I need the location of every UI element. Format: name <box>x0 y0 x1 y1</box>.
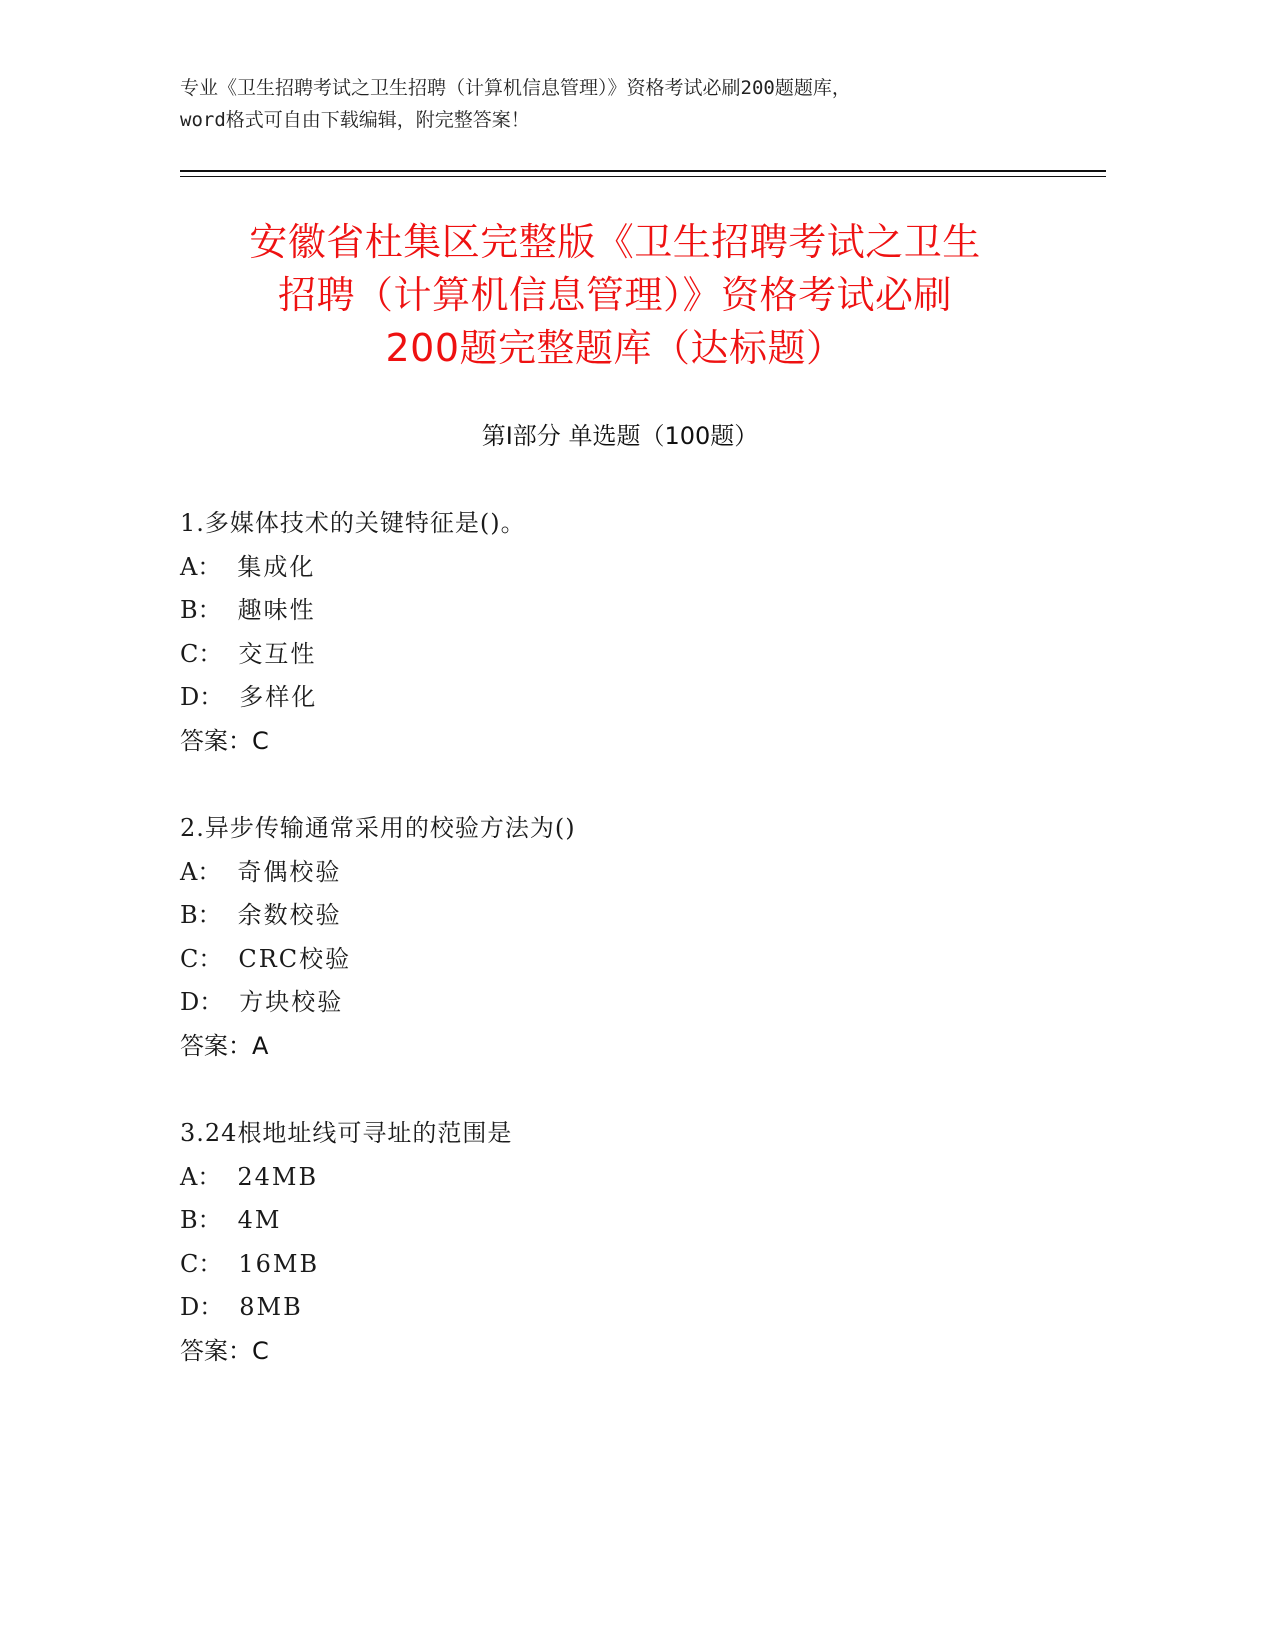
answer-line: 答案：C <box>180 1336 269 1365</box>
option-text: 余数校验 <box>237 901 342 929</box>
option-d <box>180 676 1080 720</box>
option-text: 趣味性 <box>237 596 316 624</box>
option-letter: B： <box>180 1206 222 1234</box>
option-d <box>180 1286 1080 1330</box>
question-stem: 3.24根地址线可寻址的范围是 <box>180 1119 513 1147</box>
option-b <box>180 1199 1080 1243</box>
option-text: 多样化 <box>239 683 318 711</box>
option-letter: A： <box>180 857 222 886</box>
header-divider-thin <box>180 176 1106 177</box>
option-text: 8MB <box>239 1293 303 1321</box>
option-c <box>180 1243 1080 1287</box>
title-line-3: 200题完整题库（达标题） <box>385 326 845 370</box>
header-note-line-1: 专业《卫生招聘考试之卫生招聘（计算机信息管理）》资格考试必刷200题题库， <box>180 77 851 99</box>
option-letter: D： <box>180 683 224 711</box>
option-a <box>180 546 1080 590</box>
header-note <box>180 72 1110 136</box>
option-letter: A： <box>180 552 222 581</box>
question-2 <box>180 807 1080 1068</box>
document-title <box>150 216 1080 375</box>
option-letter: D： <box>180 988 224 1016</box>
option-text: 16MB <box>238 1249 320 1278</box>
option-text: CRC校验 <box>238 944 352 973</box>
section-heading: 第Ⅰ部分 单选题（100题） <box>481 422 759 450</box>
option-a <box>180 851 1080 895</box>
option-text: 集成化 <box>237 552 316 581</box>
option-c <box>180 938 1080 982</box>
question-1 <box>180 502 1080 763</box>
option-letter: C： <box>180 1249 223 1278</box>
option-c <box>180 633 1080 677</box>
option-letter: C： <box>180 639 223 668</box>
option-letter: D： <box>180 1293 224 1321</box>
header-divider-thick <box>180 170 1106 172</box>
option-letter: C： <box>180 944 223 973</box>
option-letter: A： <box>180 1162 222 1191</box>
answer-line: 答案：A <box>180 1031 269 1060</box>
option-text: 方块校验 <box>239 988 344 1016</box>
question-stem: 1.多媒体技术的关键特征是()。 <box>180 509 526 537</box>
header-note-line-2: word格式可自由下载编辑，附完整答案！ <box>180 109 530 131</box>
option-letter: B： <box>180 901 222 929</box>
title-line-2: 招聘（计算机信息管理）》资格考试必刷 <box>277 273 952 317</box>
answer-line: 答案：C <box>180 726 269 755</box>
option-b <box>180 894 1080 938</box>
option-b <box>180 589 1080 633</box>
option-d <box>180 981 1080 1025</box>
option-text: 交互性 <box>238 639 317 668</box>
question-stem: 2.异步传输通常采用的校验方法为() <box>180 814 576 842</box>
option-letter: B： <box>180 596 222 624</box>
option-text: 奇偶校验 <box>237 857 342 886</box>
option-a <box>180 1156 1080 1200</box>
option-text: 24MB <box>237 1162 319 1191</box>
option-text: 4M <box>237 1206 282 1234</box>
question-3 <box>180 1112 1080 1373</box>
title-line-1: 安徽省杜集区完整版《卫生招聘考试之卫生 <box>249 220 981 264</box>
